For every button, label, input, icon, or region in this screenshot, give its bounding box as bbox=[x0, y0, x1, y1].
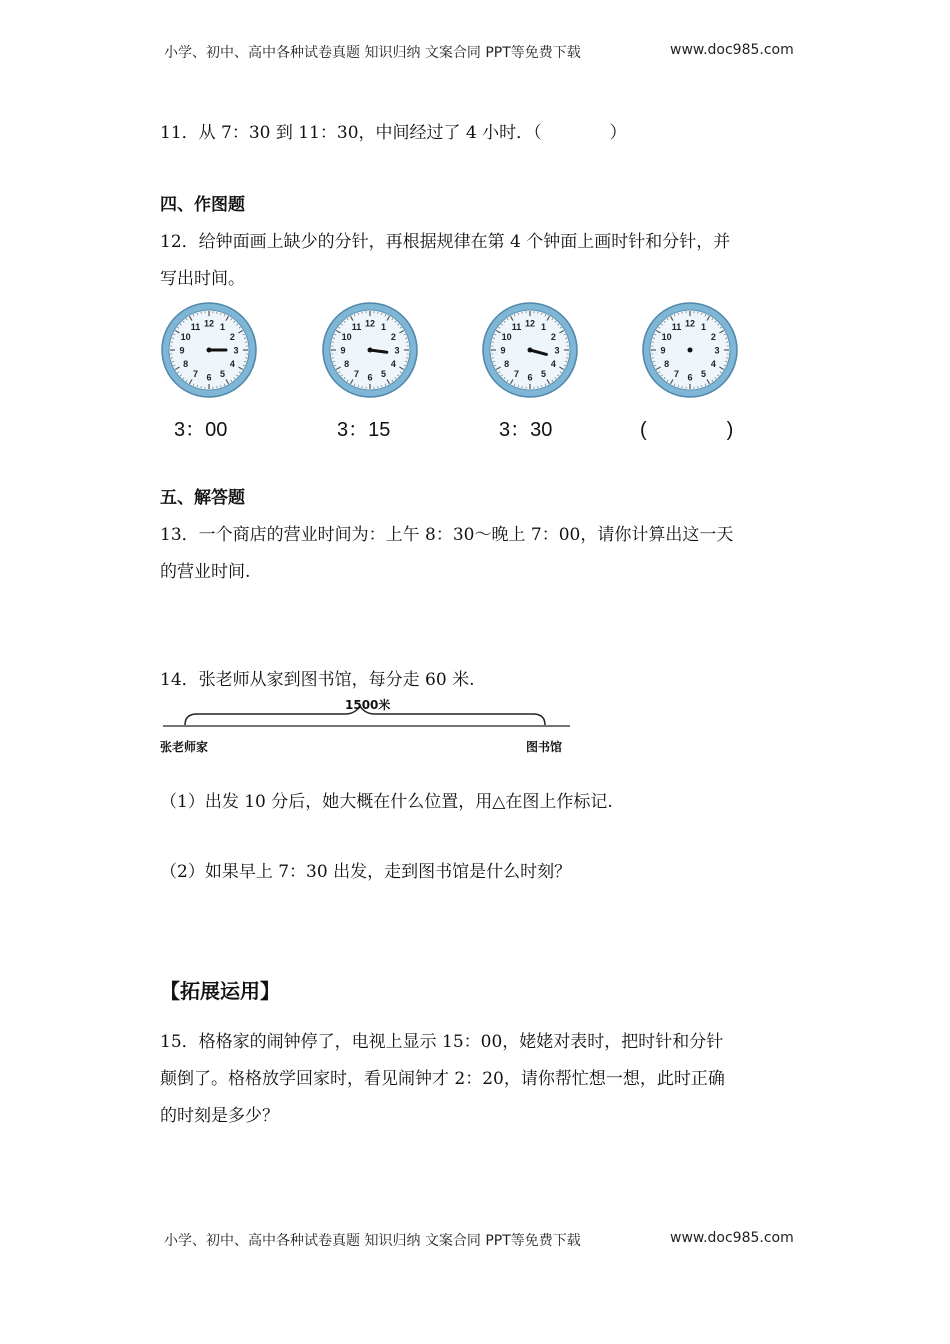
footer-url[interactable]: www.doc985.com bbox=[670, 1230, 794, 1246]
question-15-line1: 15．格格家的闹钟停了，电视上显示 15：00，姥姥对表时，把时针和分针 bbox=[160, 1032, 724, 1052]
clock-number: 10 bbox=[661, 332, 672, 342]
clock-number: 8 bbox=[664, 359, 670, 369]
clock-label-3: 3：30 bbox=[499, 419, 553, 441]
clock-number: 12 bbox=[364, 318, 376, 329]
clock-answer-blank[interactable]: ( ) bbox=[640, 419, 734, 441]
clock-center bbox=[368, 348, 373, 353]
question-15-line3: 的时刻是多少？ bbox=[160, 1106, 279, 1126]
header-text: 小学、初中、高中各种试卷真题 知识归纳 文案合同 PPT等免费下载 bbox=[164, 45, 581, 61]
clock-number: 7 bbox=[353, 368, 360, 379]
end-point-label: 图书馆 bbox=[526, 740, 563, 754]
question-13-line1: 13．一个商店的营业时间为：上午 8：30～晚上 7：00，请你计算出这一天 bbox=[160, 525, 734, 545]
clock-number: 2 bbox=[710, 332, 716, 342]
clock-label-2: 3：15 bbox=[337, 419, 391, 441]
clock-number: 5 bbox=[219, 368, 226, 379]
section-title-drawing: 四、作图题 bbox=[160, 195, 245, 215]
clock-number: 3 bbox=[394, 345, 400, 356]
question-12-line1: 12．给钟面画上缺少的分针，再根据规律在第 4 个钟面上画时针和分针，并 bbox=[160, 232, 731, 252]
clock-number: 2 bbox=[229, 332, 235, 342]
footer-text: 小学、初中、高中各种试卷真题 知识归纳 文案合同 PPT等免费下载 bbox=[164, 1233, 581, 1249]
clock-face-4 bbox=[643, 303, 737, 397]
question-14-part2: （2）如果早上 7：30 出发，走到图书馆是什么时刻？ bbox=[160, 862, 572, 882]
clock-number: 11 bbox=[671, 322, 682, 333]
clock-number: 4 bbox=[550, 359, 556, 369]
clock-center bbox=[688, 348, 693, 353]
clock-number: 4 bbox=[390, 359, 396, 369]
clock-number: 6 bbox=[367, 372, 373, 383]
clock-number: 11 bbox=[190, 322, 201, 333]
clock-number: 2 bbox=[550, 332, 556, 342]
clock-number: 1 bbox=[380, 322, 387, 333]
clock-center bbox=[528, 348, 533, 353]
clock-number: 4 bbox=[229, 359, 235, 369]
clock-number: 3 bbox=[714, 345, 720, 356]
clock-number: 7 bbox=[673, 368, 680, 379]
section-title-extension: 【拓展运用】 bbox=[160, 979, 280, 1003]
section-title-answers: 五、解答题 bbox=[160, 488, 245, 508]
clock-number: 6 bbox=[206, 372, 212, 383]
clock-number: 5 bbox=[380, 368, 387, 379]
clock-label-1: 3：00 bbox=[174, 419, 228, 441]
question-13-line2: 的营业时间. bbox=[160, 562, 251, 582]
clock-face-1 bbox=[162, 303, 256, 397]
question-15-line2: 颠倒了。格格放学回家时，看见闹钟才 2：20，请你帮忙想一想，此时正确 bbox=[160, 1069, 725, 1089]
clock-number: 5 bbox=[700, 368, 707, 379]
clock-number: 1 bbox=[700, 322, 707, 333]
clock-number: 12 bbox=[684, 318, 696, 329]
clock-faces bbox=[150, 300, 770, 405]
clock-number: 12 bbox=[203, 318, 215, 329]
header-url[interactable]: www.doc985.com bbox=[670, 42, 794, 58]
clock-center bbox=[207, 348, 212, 353]
clock-number: 8 bbox=[344, 359, 350, 369]
clock-number: 8 bbox=[504, 359, 510, 369]
clock-number: 9 bbox=[340, 345, 346, 356]
question-14: 14．张老师从家到图书馆，每分走 60 米. bbox=[160, 670, 475, 690]
clock-number: 1 bbox=[219, 322, 226, 333]
clock-number: 7 bbox=[192, 368, 199, 379]
clock-number: 7 bbox=[513, 368, 520, 379]
clock-number: 9 bbox=[660, 345, 666, 356]
clock-face-2 bbox=[323, 303, 417, 397]
question-11: 11．从 7：30 到 11：30，中间经过了 4 小时．（ ） bbox=[160, 123, 627, 143]
clock-number: 10 bbox=[180, 332, 191, 342]
clock-number: 6 bbox=[527, 372, 533, 383]
clock-number: 11 bbox=[511, 322, 522, 333]
clock-number: 10 bbox=[341, 332, 352, 342]
distance-label: 1500米 bbox=[345, 698, 391, 712]
clock-number: 10 bbox=[501, 332, 512, 342]
clock-face-3 bbox=[483, 303, 577, 397]
question-14-part1: （1）出发 10 分后，她大概在什么位置，用△在图上作标记. bbox=[160, 792, 613, 812]
clock-number: 5 bbox=[540, 368, 547, 379]
clock-number: 2 bbox=[390, 332, 396, 342]
clock-number: 9 bbox=[179, 345, 185, 356]
start-point-label: 张老师家 bbox=[160, 740, 209, 754]
clock-number: 3 bbox=[554, 345, 560, 356]
clock-number: 6 bbox=[687, 372, 693, 383]
clock-number: 12 bbox=[524, 318, 536, 329]
clock-number: 1 bbox=[540, 322, 547, 333]
question-12-line2: 写出时间。 bbox=[160, 269, 245, 289]
clock-number: 8 bbox=[183, 359, 189, 369]
clock-number: 3 bbox=[233, 345, 239, 356]
clock-number: 4 bbox=[710, 359, 716, 369]
clock-number: 11 bbox=[351, 322, 362, 333]
clock-number: 9 bbox=[500, 345, 506, 356]
